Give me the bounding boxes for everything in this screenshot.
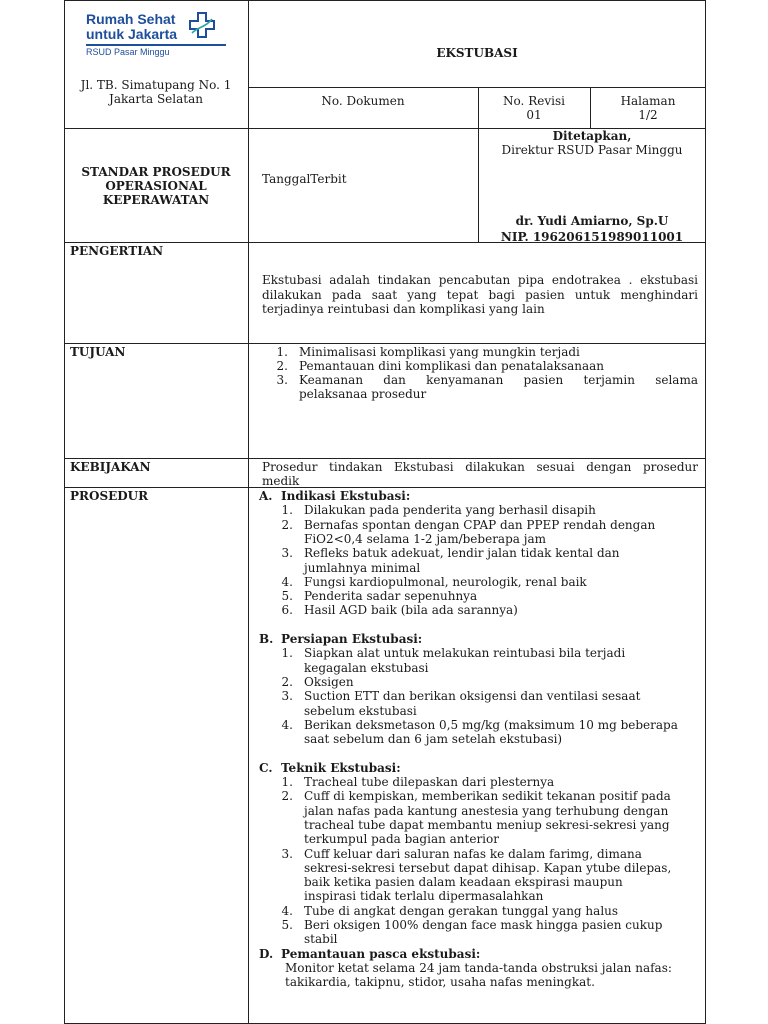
list-item: 3. Keamanan dan kenyamanan pasien terjamin selama pelaksanaa prosedur: [276, 373, 698, 401]
pengertian-line3: terjadinya reintubasi dan komplikasi yang lain: [262, 302, 545, 316]
pengertian-line2: dilakukan pada saat yang tepat bagi pasien untuk menghindari: [262, 288, 698, 302]
list-item-text: Hasil AGD baik (bila ada sarannya): [304, 603, 518, 618]
prosedur-label: PROSEDUR: [70, 489, 149, 503]
section-title: Pemantauan pasca ekstubasi:: [281, 946, 481, 961]
list-item-text: terkumpul pada bagian anterior: [304, 832, 499, 847]
pengertian-label: PENGERTIAN: [70, 244, 164, 258]
list-item-text: Cuff keluar dari saluran nafas ke dalam farimg, dimana: [304, 846, 642, 861]
no-revisi-label: No. Revisi: [503, 94, 565, 108]
hospital-cross-icon: [188, 11, 216, 39]
prosedur-section-heading: [259, 947, 480, 961]
list-item-text: kegagalan ekstubasi: [304, 660, 429, 675]
list-item-text: Fungsi kardiopulmonal, neurologik, renal baik: [304, 574, 587, 589]
ditetapkan-label: Ditetapkan,: [552, 129, 632, 143]
list-item: 2. Pemantauan dini komplikasi dan penatalaksanaan: [276, 359, 605, 373]
list-item-number: 1.: [281, 646, 293, 661]
list-item-number: 5.: [281, 918, 293, 932]
spo-title-line3: KEPERAWATAN: [102, 193, 210, 207]
prosedur-section-heading: [259, 761, 401, 775]
kebijakan-line2: medik: [262, 474, 300, 488]
kebijakan-line1: Prosedur tindakan Ekstubasi dilakukan sesuai dengan prosedur: [262, 460, 698, 474]
list-item-text: Suction ETT dan berikan oksigensi dan ventilasi sesaat: [304, 689, 641, 704]
list-item-number: 1.: [281, 775, 293, 789]
list-item-text: jalan nafas pada kantung anestesia yang terhubung dengan: [304, 803, 669, 818]
list-item-number: 4.: [281, 903, 293, 918]
list-item-text: Oksigen: [304, 674, 354, 689]
list-item-text: Refleks batuk adekuat, lendir jalan tidak kental dan: [304, 546, 620, 561]
address-line1: Jl. TB. Simatupang No. 1: [80, 78, 232, 92]
list-item-number: 2.: [281, 674, 293, 689]
list-item-number: 3.: [281, 846, 293, 861]
list-item-text: stabil: [304, 932, 338, 947]
section-title: Persiapan Ekstubasi:: [281, 632, 423, 646]
list-item-text: Siapkan alat untuk melakukan reintubasi bila terjadi: [304, 646, 626, 661]
list-item-number: 3.: [281, 689, 293, 704]
section-letter: A.: [259, 489, 273, 503]
list-item-text: Beri oksigen 100% dengan face mask hingga pasien cukup: [304, 918, 663, 932]
list-item-text: inspirasi tidak terlalu dipermasalahkan: [304, 889, 544, 904]
section-text-line: takikardia, takipnu, stidor, usaha nafas meningkat.: [285, 975, 595, 990]
address-line2: Jakarta Selatan: [109, 92, 203, 106]
prosedur-section-heading: [259, 632, 422, 646]
section-title: Indikasi Ekstubasi:: [281, 489, 411, 503]
row-divider-header-1: [248, 87, 706, 88]
list-item-number: 2.: [281, 789, 293, 804]
section-letter: B.: [259, 632, 274, 646]
no-revisi-value: 01: [526, 108, 542, 122]
spo-title-line2: OPERASIONAL: [105, 179, 207, 193]
document-title: EKSTUBASI: [436, 46, 518, 60]
list-item-text: Berikan deksmetason 0,5 mg/kg (maksimum 10 mg beberapa: [304, 717, 678, 732]
list-item-text: sekresi-sekresi tersebut dapat dihisap. Kapan ytube dilepas,: [304, 860, 672, 875]
section-letter: C.: [259, 760, 273, 775]
list-item-text: baik ketika pasien dalam keadaan ekspirasi maupun: [304, 875, 623, 890]
row-divider-kebijakan: [64, 458, 706, 459]
logo-subtitle: RSUD Pasar Minggu: [86, 47, 170, 57]
list-item-text: Dilakukan pada penderita yang berhasil disapih: [304, 503, 596, 518]
signer-nip: NIP. 196206151989011001: [500, 230, 684, 244]
list-item-text: jumlahnya minimal: [304, 560, 421, 575]
prosedur-section-heading: [259, 489, 410, 503]
list-item: 1. Minimalisasi komplikasi yang mungkin terjadi: [276, 345, 580, 359]
signer-name: dr. Yudi Amiarno, Sp.U: [515, 214, 669, 228]
list-item-number: 4.: [281, 574, 293, 589]
logo-line1: Rumah Sehat: [86, 11, 176, 27]
list-item-number: 5.: [281, 589, 293, 604]
row-divider-prosedur: [64, 487, 706, 488]
pengertian-line1: Ekstubasi adalah tindakan pencabutan pipa endotrakea . ekstubasi: [262, 273, 698, 287]
spo-title-line1: STANDAR PROSEDUR: [81, 165, 231, 179]
halaman-label: Halaman: [620, 94, 676, 108]
logo-rule: [86, 44, 226, 46]
list-item-text: saat sebelum dan 6 jam setelah ekstubasi): [304, 732, 563, 747]
list-item-text: FiO2<0,4 selama 1-2 jam/beberapa jam: [304, 531, 546, 546]
halaman-value: 1/2: [638, 108, 658, 122]
column-divider: [248, 0, 249, 1024]
list-item-text: sebelum ekstubasi: [304, 703, 417, 718]
list-item-text: Bernafas spontan dengan CPAP dan PPEP rendah dengan: [304, 517, 656, 532]
tanggal-terbit-label: TanggalTerbit: [262, 172, 347, 186]
list-item-text: Penderita sadar sepenuhnya: [304, 589, 478, 604]
list-item-number: 4.: [281, 717, 293, 732]
list-item-number: 2.: [281, 517, 293, 532]
hospital-logo: [86, 12, 228, 64]
kebijakan-label: KEBIJAKAN: [70, 460, 151, 474]
list-item-number: 6.: [281, 603, 293, 618]
section-title: Teknik Ekstubasi:: [281, 760, 401, 775]
logo-line2: untuk Jakarta: [86, 26, 178, 42]
list-item-text: Tube di angkat dengan gerakan tunggal yang halus: [304, 903, 619, 918]
section-letter: D.: [259, 946, 274, 961]
no-dokumen-label: No. Dokumen: [321, 94, 405, 108]
list-item-text: Cuff di kempiskan, memberikan sedikit tekanan positif pada: [304, 789, 671, 804]
direktur-label: Direktur RSUD Pasar Minggu: [501, 143, 683, 157]
section-text-line: Monitor ketat selama 24 jam tanda-tanda obstruksi jalan nafas:: [285, 960, 672, 975]
list-item-number: 3.: [281, 546, 293, 561]
list-item-number: 1.: [281, 503, 293, 518]
tujuan-label: TUJUAN: [70, 345, 126, 359]
list-item-text: tracheal tube dapat membantu meniup sekresi-sekresi yang: [304, 817, 670, 832]
row-divider-tujuan: [64, 343, 706, 344]
list-item-text: Tracheal tube dilepaskan dari plesternya: [304, 775, 555, 789]
tujuan-list: [272, 345, 698, 401]
